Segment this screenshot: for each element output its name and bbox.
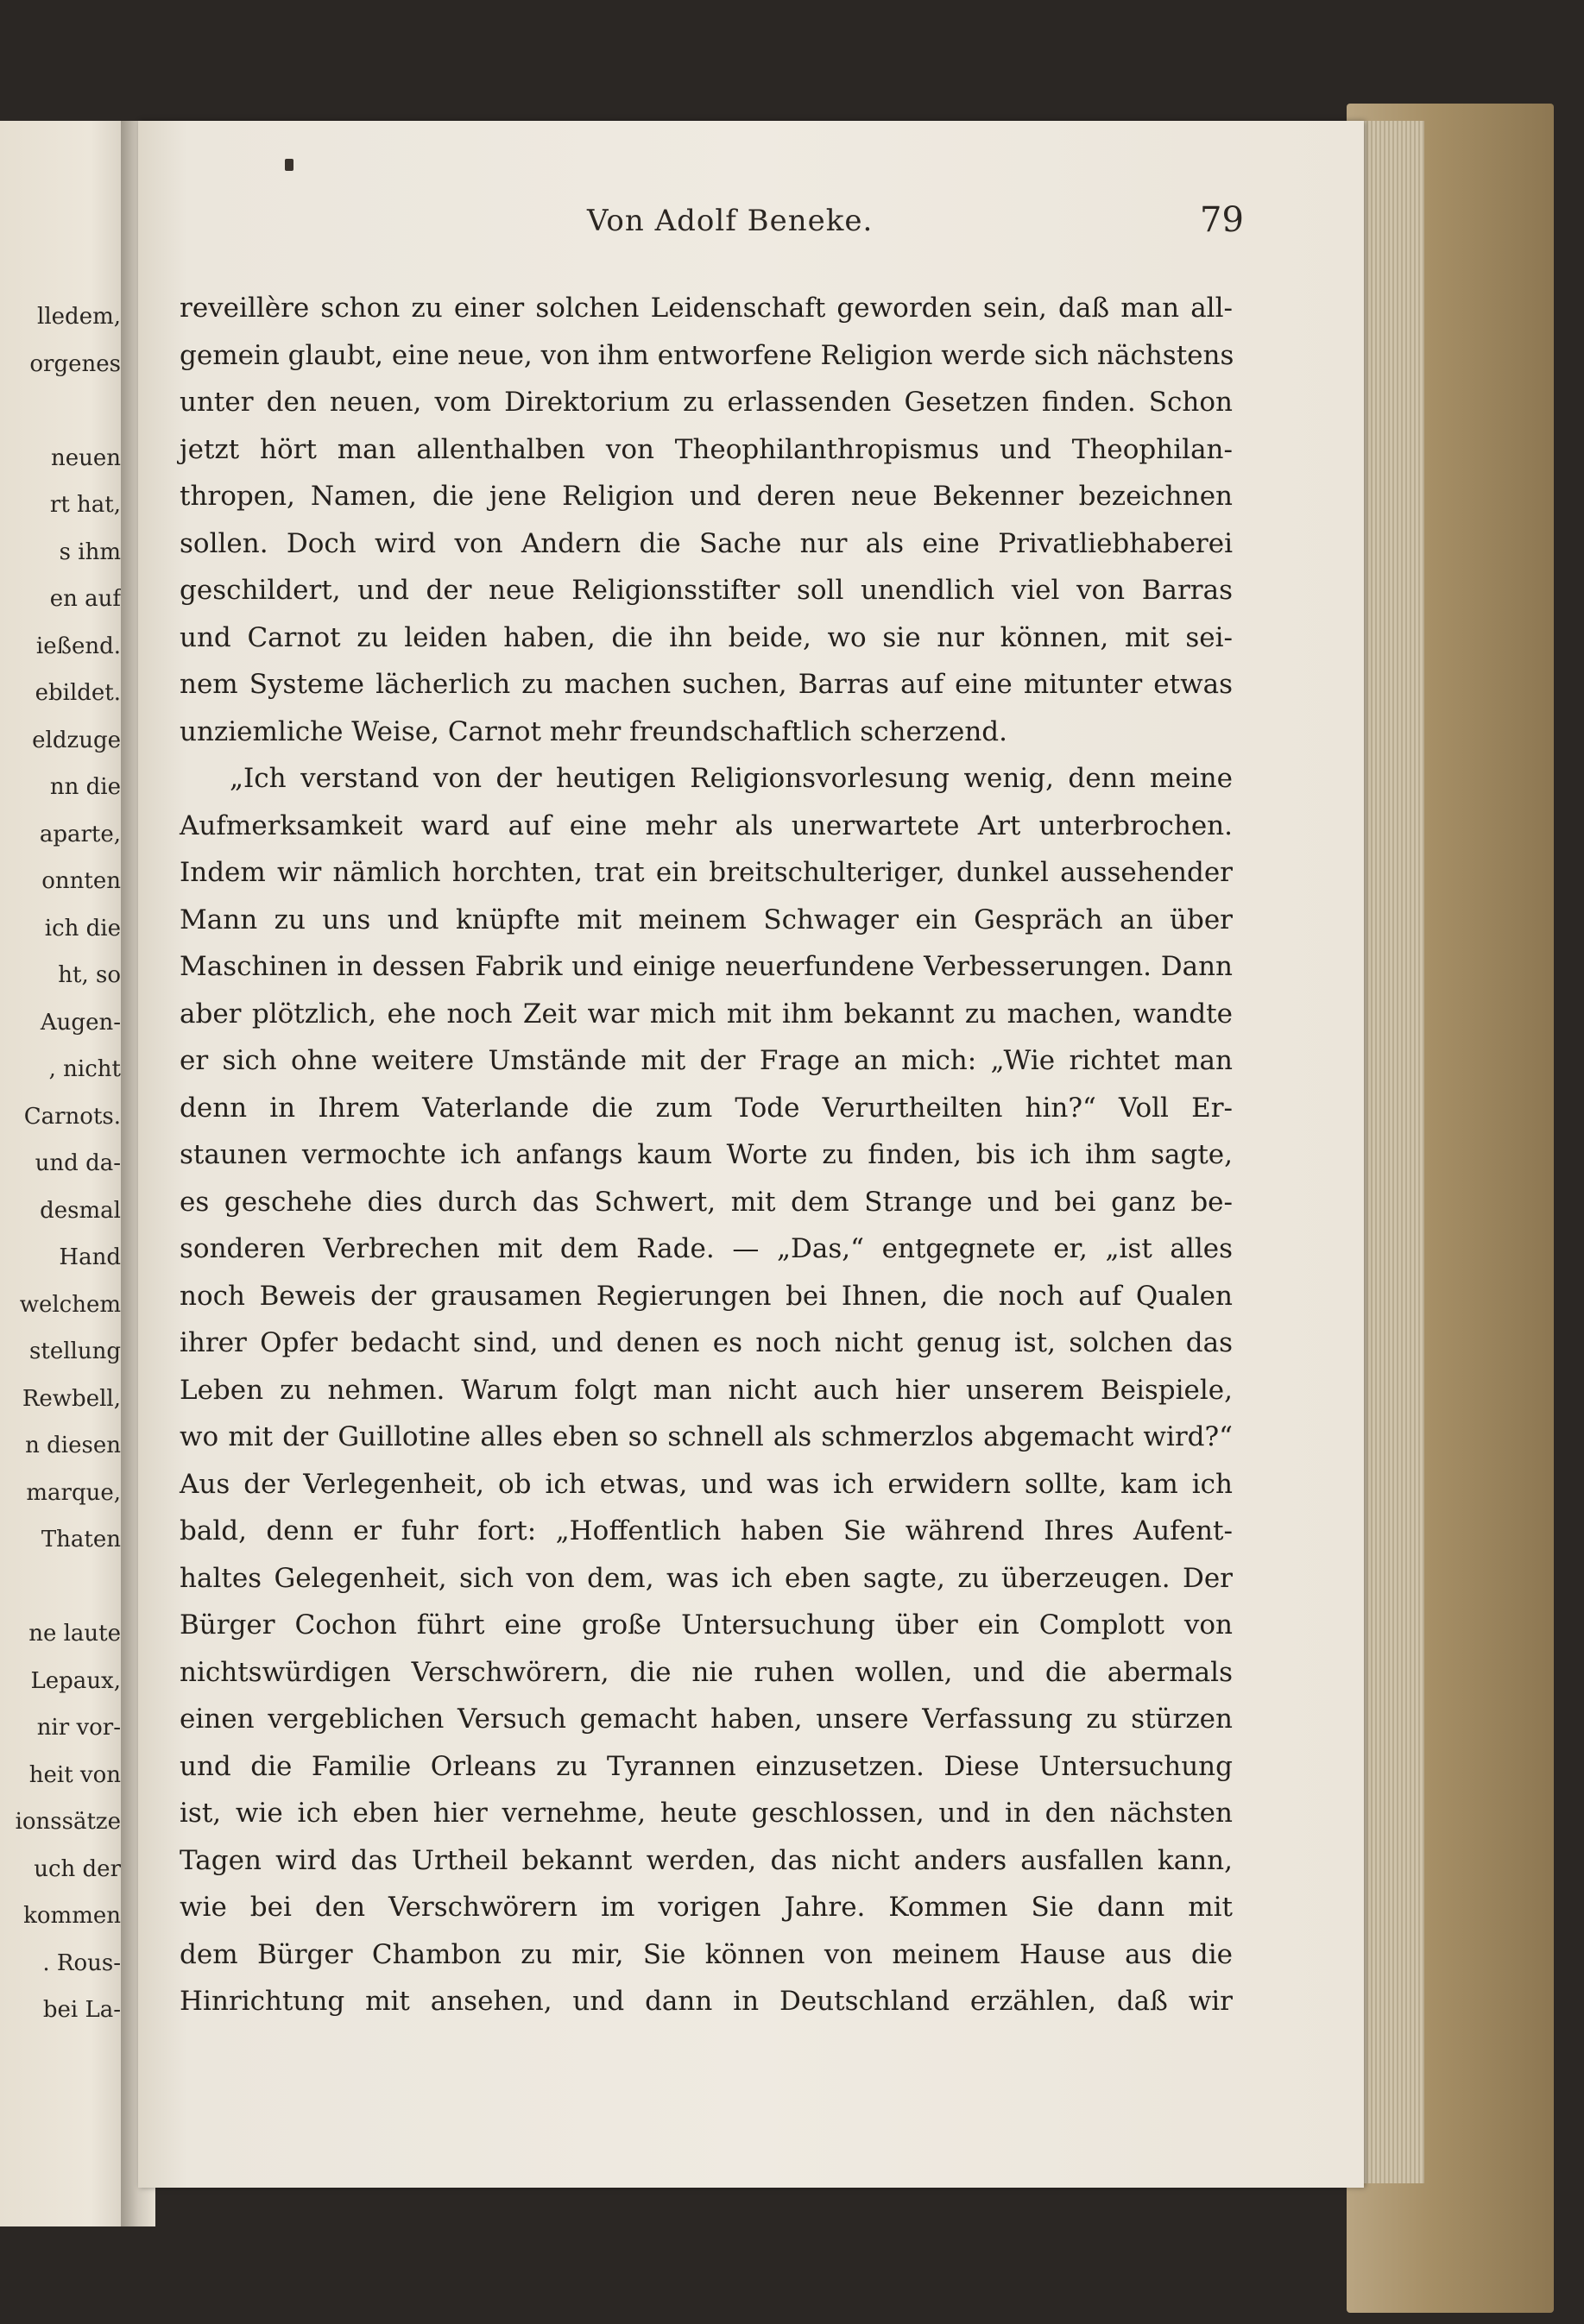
text-line: ihrer Opfer bedacht sind, und denen es noch nicht genug ist, solchen das	[180, 1327, 1233, 1358]
text-line: Hinrichtung mit ansehen, und dann in Deutschland erzählen, daß wir	[180, 1986, 1233, 2017]
facing-page-fragment: Thaten	[41, 1527, 121, 1552]
text-line: jetzt hört man allenthalben von Theophilanthropismus und Theophilan-	[180, 433, 1233, 465]
text-line: Indem wir nämlich horchten, trat ein breitschulteriger, dunkel aussehender	[180, 857, 1233, 888]
facing-page-fragment: bei La-	[42, 1997, 121, 2023]
text-line: Aus der Verlegenheit, ob ich etwas, und was ich erwidern sollte, kam ich	[180, 1468, 1233, 1500]
text-line: Maschinen in dessen Fabrik und einige neuerfundene Verbesserungen. Dann	[180, 951, 1233, 982]
facing-page-fragment: orgenes	[29, 350, 121, 377]
text-line: unter den neuen, vom Direktorium zu erlassenden Gesetzen finden. Schon	[180, 387, 1233, 418]
facing-page-text	[7, 293, 121, 2034]
facing-page-fragment: ießend.	[35, 633, 121, 659]
facing-page-fragment: stellung	[29, 1338, 121, 1364]
facing-page-fragment: lledem,	[37, 304, 121, 330]
facing-page-fragment: Hand	[59, 1244, 121, 1270]
facing-page-fragment: Augen-	[40, 1009, 121, 1036]
text-line: er sich ohne weitere Umstände mit der Frage an mich: „Wie richtet man	[180, 1045, 1233, 1076]
text-line: es geschehe dies durch das Schwert, mit dem Strange und bei ganz be-	[180, 1186, 1233, 1218]
facing-page-fragment: eldzuge	[32, 727, 121, 753]
text-line: „Ich verstand von der heutigen Religionsvorlesung wenig, denn meine	[230, 763, 1233, 794]
text-line: haltes Gelegenheit, sich von dem, was ich eben sagte, zu überzeugen. Der	[180, 1562, 1233, 1594]
facing-page-fragment: welchem	[19, 1291, 121, 1318]
facing-page-fragment: uch der	[34, 1855, 121, 1882]
running-header: Von Adolf Beneke.	[587, 204, 874, 238]
facing-page	[0, 121, 129, 2226]
text-line: dem Bürger Chambon zu mir, Sie können von meinem Hause aus die	[180, 1938, 1233, 1970]
facing-page-fragment: nir vor-	[36, 1715, 121, 1741]
facing-page-fragment: . Rous-	[42, 1949, 121, 1976]
text-line: geschildert, und der neue Religionsstifter soll unendlich viel von Barras	[180, 575, 1233, 606]
text-line: noch Beweis der grausamen Regierungen bei Ihnen, die noch auf Qualen	[180, 1280, 1233, 1312]
text-line: nichtswürdigen Verschwörern, die nie ruhen wollen, und die abermals	[180, 1656, 1233, 1688]
text-line: und Carnot zu leiden haben, die ihn beide, wo sie nur können, mit sei-	[180, 621, 1233, 653]
text-line: sollen. Doch wird von Andern die Sache nur als eine Privatliebhaberei	[180, 527, 1233, 559]
facing-page-fragment: marque,	[26, 1479, 121, 1506]
facing-page-fragment: s ihm	[59, 538, 121, 565]
facing-page-fragment: nn die	[49, 774, 121, 800]
text-line: gemein glaubt, eine neue, von ihm entworfene Religion werde sich nächstens	[180, 339, 1234, 371]
text-line: Aufmerksamkeit ward auf eine mehr als unerwartete Art unterbrochen.	[180, 809, 1233, 841]
text-line: wie bei den Verschwörern im vorigen Jahre. Kommen Sie dann mit	[180, 1892, 1233, 1923]
facing-page-fragment	[7, 1564, 121, 1611]
facing-page-fragment	[7, 387, 121, 435]
facing-page-fragment: desmal	[40, 1197, 121, 1224]
facing-page-fragment: ne laute	[28, 1621, 121, 1647]
text-line: reveillère schon zu einer solchen Leidenschaft geworden sein, daß man all-	[180, 293, 1233, 324]
facing-page-fragment: kommen	[23, 1903, 121, 1929]
text-line: Bürger Cochon führt eine große Untersuchung über ein Complott von	[180, 1609, 1233, 1641]
text-line: denn in Ihrem Vaterlande die zum Tode Verurtheilten hin?“ Voll Er-	[180, 1092, 1233, 1124]
facing-page-fragment: Carnots.	[23, 1103, 121, 1130]
text-line: staunen vermochte ich anfangs kaum Worte zu finden, bis ich ihm sagte,	[180, 1139, 1233, 1170]
text-line: sonderen Verbrechen mit dem Rade. — „Das,“ entgegnete er, „ist alles	[180, 1233, 1233, 1264]
text-line: thropen, Namen, die jene Religion und deren neue Bekenner bezeichnen	[180, 481, 1233, 512]
facing-page-fragment: rt hat,	[49, 492, 121, 518]
facing-page-fragment: heit von	[28, 1761, 121, 1788]
facing-page-fragment: ebildet.	[35, 680, 121, 706]
facing-page-fragment: ionssätze	[15, 1809, 121, 1835]
text-line: aber plötzlich, ehe noch Zeit war mich mit ihm bekannt zu machen, wandte	[180, 998, 1233, 1030]
facing-page-fragment: und da-	[35, 1150, 121, 1176]
facing-page-fragment: ht, so	[58, 962, 121, 988]
facing-page-fragment: en auf	[49, 586, 121, 612]
text-line: einen vergeblichen Versuch gemacht haben, unsere Verfassung zu stürzen	[180, 1704, 1233, 1735]
facing-page-fragment: n diesen	[25, 1433, 121, 1458]
text-line: Tagen wird das Urtheil bekannt werden, das nicht anders ausfallen kann,	[180, 1844, 1233, 1876]
body-text	[180, 285, 1233, 2025]
text-line: und die Familie Orleans zu Tyrannen einzusetzen. Diese Untersuchung	[180, 1750, 1233, 1782]
text-line: Mann zu uns und knüpfte mit meinem Schwager ein Gespräch an über	[180, 904, 1233, 935]
text-line: ist, wie ich eben hier vernehme, heute geschlossen, und in den nächsten	[180, 1798, 1233, 1829]
text-line: unziemliche Weise, Carnot mehr freundschaftlich scherzend.	[180, 715, 1007, 747]
facing-page-fragment: aparte,	[39, 821, 121, 847]
facing-page-fragment: onnten	[41, 868, 121, 894]
facing-page-fragment: Rewbell,	[22, 1385, 121, 1412]
facing-page-fragment: ich die	[44, 915, 121, 942]
text-line: wo mit der Guillotine alles eben so schnell als schmerzlos abgemacht wird?“	[180, 1421, 1233, 1452]
facing-page-fragment: Lepaux,	[30, 1667, 121, 1694]
text-line: Leben zu nehmen. Warum folgt man nicht auch hier unserem Beispiele,	[180, 1374, 1233, 1406]
printer-mark	[285, 159, 293, 171]
page-number: 79	[1200, 200, 1244, 240]
book-page	[138, 121, 1364, 2188]
text-line: nem Systeme lächerlich zu machen suchen, Barras auf eine mitunter etwas	[180, 669, 1233, 700]
facing-page-fragment: , nicht	[48, 1056, 121, 1082]
facing-page-fragment: neuen	[50, 444, 121, 471]
page-stack-edge	[1364, 121, 1424, 2183]
text-line: bald, denn er fuhr fort: „Hoffentlich haben Sie während Ihres Aufent-	[180, 1515, 1233, 1546]
